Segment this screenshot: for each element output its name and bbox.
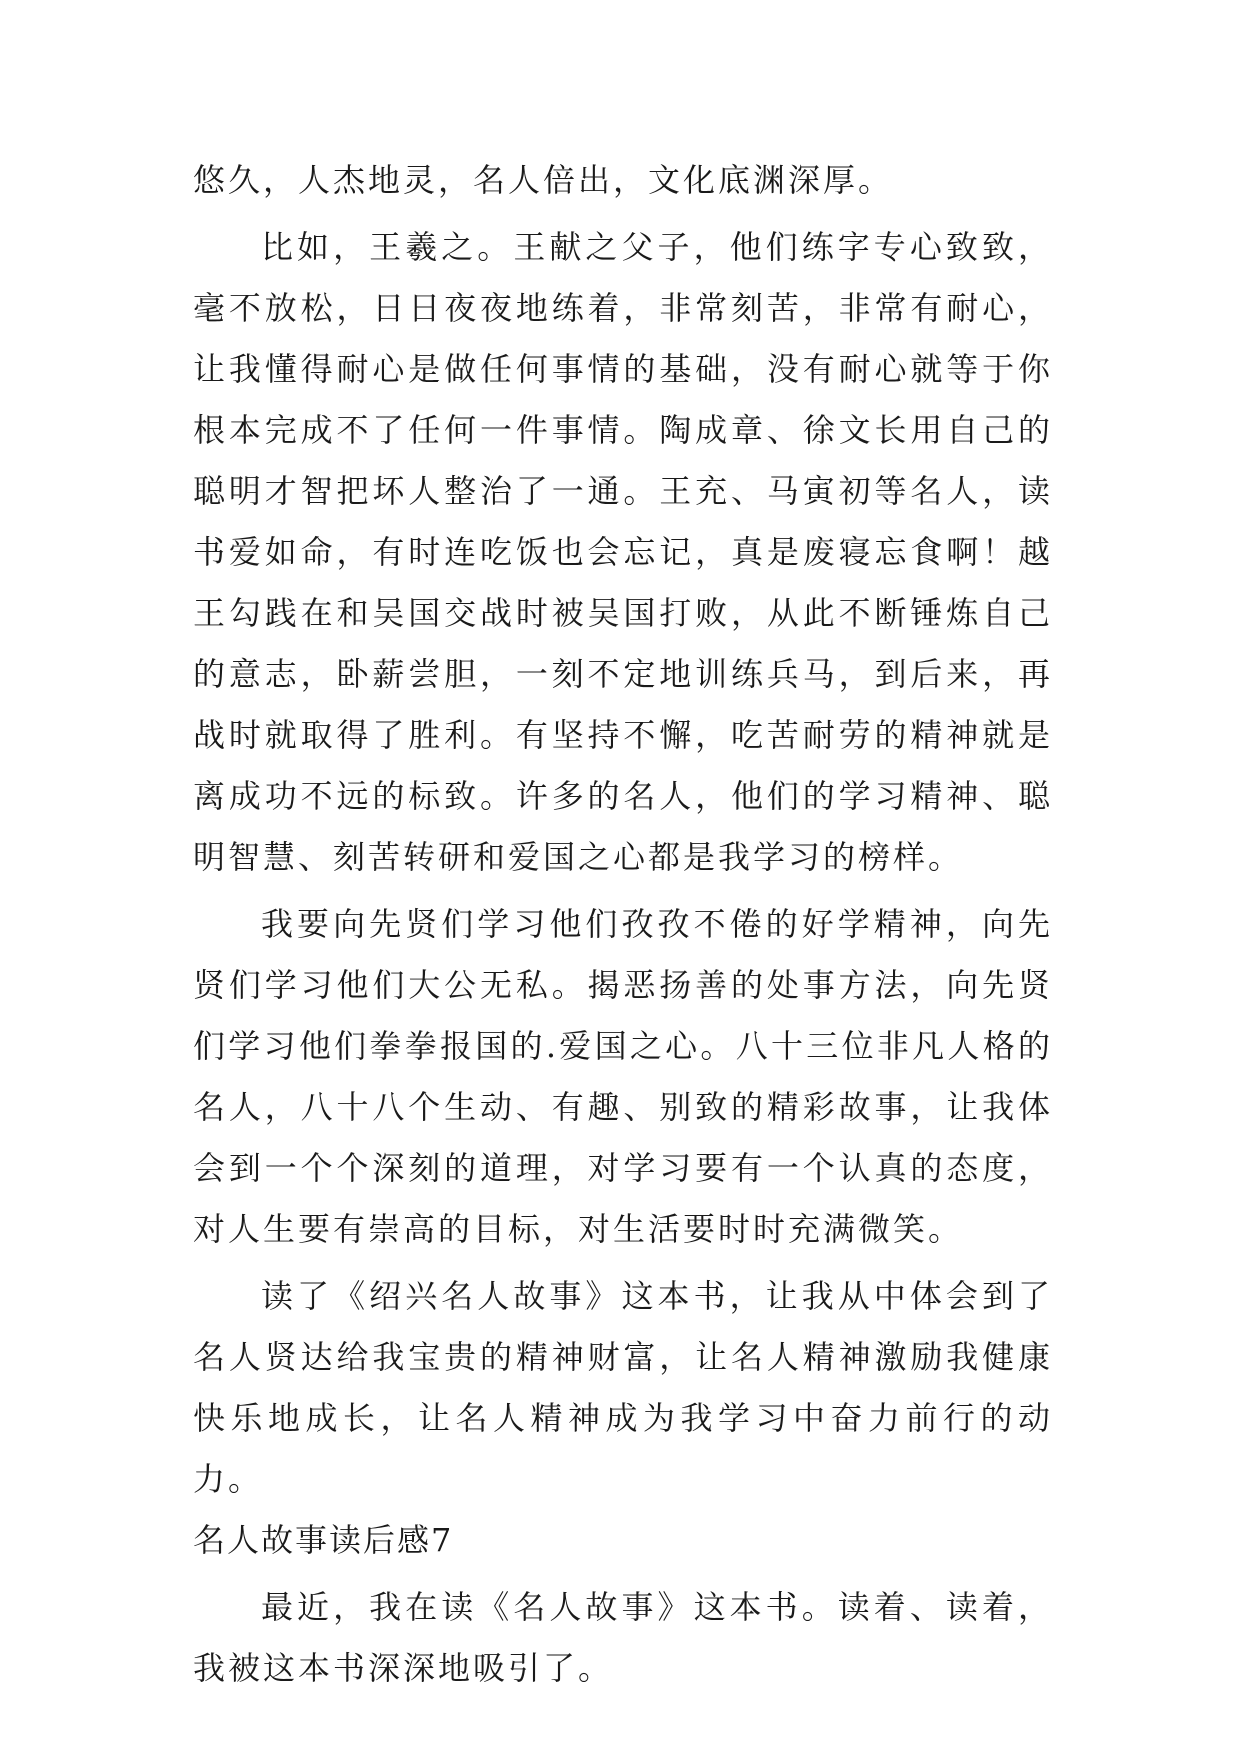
document-body: [193, 150, 1053, 1699]
section-heading: 名人故事读后感7: [193, 1521, 454, 1559]
paragraph-learn-from-sages: 我要向先贤们学习他们孜孜不倦的好学精神，向先贤们学习他们大公无私。揭恶扬善的处事方法，向先贤们学习他们拳拳报国的.爱国之心。八十三位非凡人格的名人，八十八个生动、有趣、别致的精彩故事，让我体会到一个个深刻的道理，对学习要有一个认真的态度，对人生要有崇高的目标，对生活要时时充满微笑。: [193, 905, 1053, 1248]
paragraph-continuation: 悠久，人杰地灵，名人倍出，文化底渊深厚。: [193, 161, 894, 199]
paragraph-famous-calligraphers: 比如，王羲之。王献之父子，他们练字专心致致，毫不放松，日日夜夜地练着，非常刻苦，非常有耐心，让我懂得耐心是做任何事情的基础，没有耐心就等于你根本完成不了任何一件事情。陶成章、徐文长用自己的聪明才智把坏人整治了一通。王充、马寅初等名人，读书爱如命，有时连吃饭也会忘记，真是废寝忘食啊！越王勾践在和吴国交战时被吴国打败，从此不断锤炼自己的意志，卧薪尝胆，一刻不定地训练兵马，到后来，再战时就取得了胜利。有坚持不懈，吃苦耐劳的精神就是离成功不远的标致。许多的名人，他们的学习精神、聪明智慧、刻苦转研和爱国之心都是我学习的榜样。: [193, 228, 1053, 876]
paragraph-reading-reflection: 读了《绍兴名人故事》这本书，让我从中体会到了名人贤达给我宝贵的精神财富，让名人精神激励我健康快乐地成长，让名人精神成为我学习中奋力前行的动力。: [193, 1277, 1053, 1498]
paragraph-recent-reading: 最近，我在读《名人故事》这本书。读着、读着，我被这本书深深地吸引了。: [193, 1588, 1053, 1687]
